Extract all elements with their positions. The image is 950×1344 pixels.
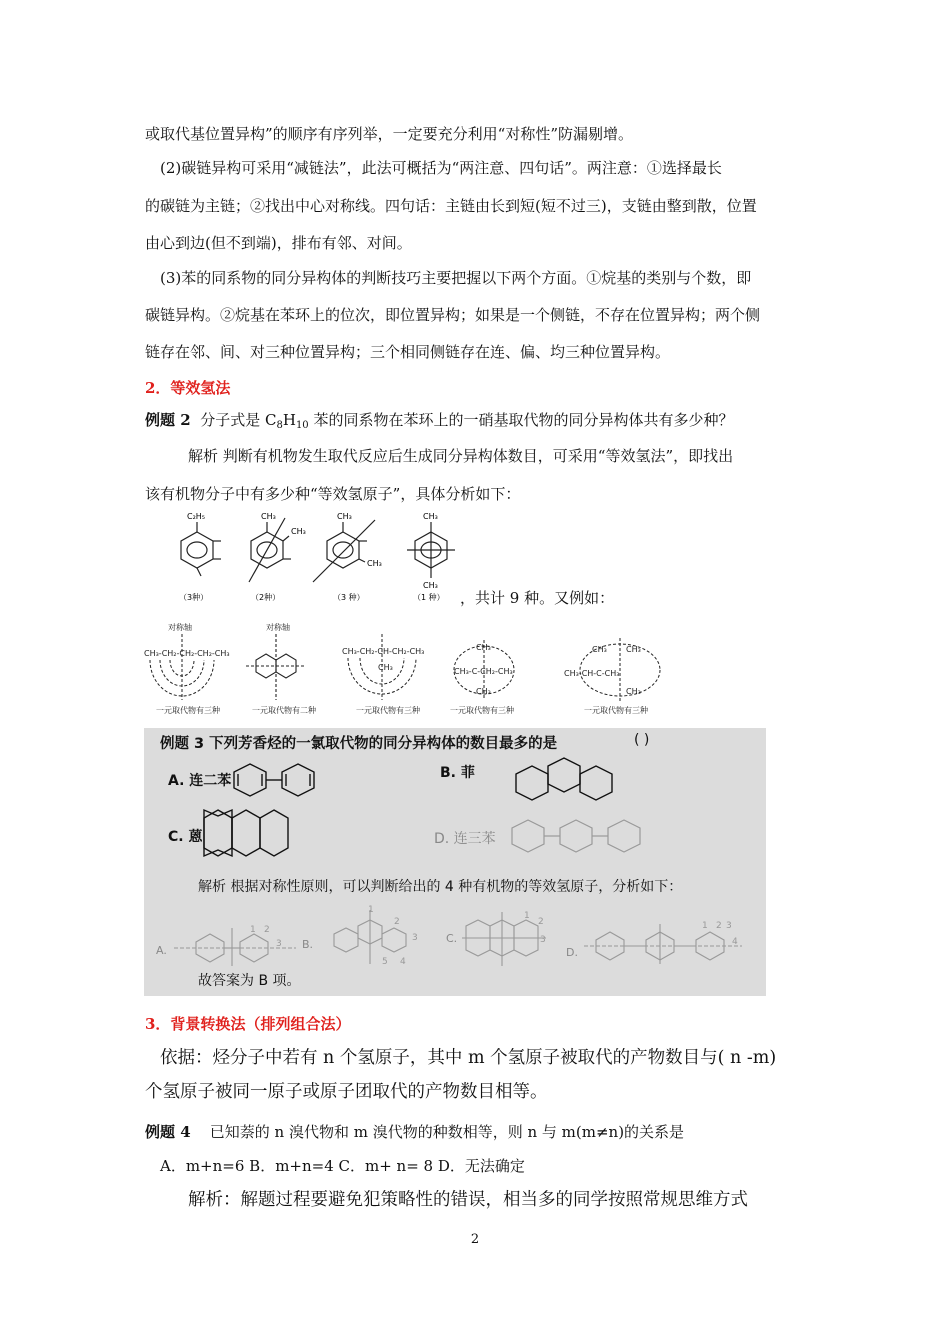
biphenyl-analysis bbox=[172, 924, 302, 968]
meta-xylene-structure bbox=[313, 520, 375, 582]
caption-b: 一元取代物有二种 bbox=[252, 706, 316, 715]
caption-1: （3种） bbox=[179, 593, 209, 602]
methyl-label-4: CH₃ bbox=[367, 559, 382, 568]
ortho-xylene-structure bbox=[249, 518, 291, 582]
tmb-ch3-top-right: CH₃ bbox=[626, 645, 641, 654]
section-heading-2: 2．等效氢法 bbox=[145, 379, 231, 397]
pentane-arcs bbox=[150, 634, 214, 700]
option-d-label: D. 连三苯 bbox=[434, 831, 496, 847]
svg-text:2: 2 bbox=[716, 921, 722, 931]
svg-text:3: 3 bbox=[726, 921, 732, 931]
option-a-label: A. 连二苯 bbox=[168, 773, 232, 789]
example-4-label: 例题 4 bbox=[145, 1123, 191, 1141]
option-b-label: B. 菲 bbox=[440, 765, 475, 781]
neopentane-ch3-left: CH₃-C-CH₂-CH₃ bbox=[454, 667, 513, 676]
example-4 bbox=[145, 1122, 815, 1142]
svg-text:3: 3 bbox=[276, 939, 282, 949]
isopentane-branch: CH₃ bbox=[378, 663, 393, 672]
example-2-label: 例题 2 bbox=[145, 411, 191, 429]
paragraph-2-line-1: (2)碳链异构可采用“减链法”，此法可概括为“两注意、四句话”。两注意：①选择最长 bbox=[160, 159, 722, 177]
pentane-chain: CH₃-CH₂-CH₂-CH₂-CH₃ bbox=[144, 649, 230, 658]
svg-text:4: 4 bbox=[400, 957, 406, 967]
naphthalene-structure bbox=[246, 634, 306, 700]
fig1-tail-text: ，共计 9 种。又例如： bbox=[460, 589, 615, 607]
caption-a: 一元取代物有三种 bbox=[156, 706, 220, 715]
methyl-label-1: CH₃ bbox=[261, 512, 276, 521]
example-3-question: 例题 3 下列芳香烃的一氯取代物的同分异构体的数目最多的是 bbox=[160, 736, 558, 752]
caption-c: 一元取代物有三种 bbox=[356, 706, 420, 715]
example-4-options: A．m+n=6 B．m+n=4 C．m+ n= 8 D．无法确定 bbox=[160, 1157, 525, 1175]
page-number: 2 bbox=[470, 1232, 480, 1247]
basis-line-1: 依据：烃分子中若有 n 个氢原子，其中 m 个氢原子被取代的产物数目与( n -m) bbox=[160, 1048, 777, 1068]
analysis-b-label: B. bbox=[302, 938, 314, 951]
svg-text:3: 3 bbox=[540, 935, 546, 945]
svg-text:2: 2 bbox=[538, 917, 544, 927]
para-xylene-structure bbox=[407, 522, 455, 578]
isopentane-chain: CH₃-CH₂-CH-CH₂-CH₃ bbox=[342, 647, 425, 656]
methyl-label-3: CH₃ bbox=[337, 512, 352, 521]
basis-line-2: 个氢原子被同一原子或原子团取代的产物数目相等。 bbox=[145, 1082, 548, 1102]
caption-2: （2种） bbox=[251, 593, 281, 602]
caption-d: 一元取代物有三种 bbox=[450, 706, 514, 715]
anthracene-structure bbox=[202, 806, 292, 860]
svg-text:1: 1 bbox=[702, 921, 708, 931]
svg-text:1: 1 bbox=[368, 905, 374, 915]
analysis-c-label: C. bbox=[446, 932, 458, 945]
svg-text:3: 3 bbox=[412, 933, 418, 943]
terphenyl-structure bbox=[506, 816, 666, 856]
paragraph-2-line-2: 的碳链为主链；②找出中心对称线。四句话：主链由长到短(短不过三)，支链由整到散，位置 bbox=[145, 197, 757, 215]
example-4-text: 已知萘的 n 溴代物和 m 溴代物的种数相等，则 n 与 m(m≠n)的关系是 bbox=[209, 1123, 685, 1141]
benzene-derivatives-figure bbox=[165, 508, 465, 608]
example-2-text: 分子式是 $C_8H_{10}$ 苯的同系物在苯环上的一硝基取代物的同分异构体共有多少种？ bbox=[200, 411, 734, 431]
caption-4: （1 种） bbox=[413, 593, 445, 602]
tmb-ch3-top-left: CH₃ bbox=[592, 645, 607, 654]
example-3-analysis: 解析 根据对称性原则，可以判断给出的 4 种有机物的等效氢原子，分析如下： bbox=[198, 879, 683, 895]
axis-label-2: 对称轴 bbox=[266, 623, 290, 632]
example-2 bbox=[145, 410, 815, 436]
svg-text:4: 4 bbox=[732, 937, 738, 947]
ethyl-label: C₂H₅ bbox=[187, 512, 206, 521]
analysis-a-label: A. bbox=[156, 944, 167, 957]
neopentane-ch3-bottom: CH₃ bbox=[476, 687, 491, 696]
section-heading-3: 3．背景转换法（排列组合法） bbox=[145, 1015, 351, 1033]
example-3-panel bbox=[144, 728, 766, 996]
caption-3: （3 种） bbox=[333, 593, 365, 602]
ethylbenzene-structure bbox=[181, 522, 221, 576]
analysis-2-line-2: 该有机物分子中有多少种“等效氢原子”，具体分析如下： bbox=[145, 485, 521, 503]
methyl-label-2: CH₃ bbox=[291, 527, 306, 536]
tmb-ch3-bottom: CH₃ bbox=[626, 687, 641, 696]
paragraph-3-line-1: (3)苯的同系物的同分异构体的判断技巧主要把握以下两个方面。①烷基的类别与个数，即 bbox=[160, 269, 752, 287]
phenanthrene-analysis bbox=[316, 904, 426, 970]
option-c-label: C. 蒽 bbox=[168, 829, 203, 845]
axis-label-1: 对称轴 bbox=[168, 623, 192, 632]
methyl-label-6: CH₃ bbox=[423, 581, 438, 590]
analysis-4: 解析：解题过程要避免犯策略性的错误，相当多的同学按照常规思维方式 bbox=[188, 1190, 748, 1210]
paragraph-3-line-2: 碳链异构。②烷基在苯环上的位次，即位置异构；如果是一个侧链，不存在位置异构；两个侧 bbox=[145, 306, 761, 324]
paragraph-1: 或取代基位置异构”的顺序有序列举，一定要充分利用“对称性”防漏剔增。 bbox=[145, 125, 634, 143]
svg-text:2: 2 bbox=[264, 925, 270, 935]
svg-text:5: 5 bbox=[382, 957, 388, 967]
paragraph-2-line-3: 由心到边(但不到端)，排布有邻、对间。 bbox=[145, 234, 412, 252]
example-3-answer: 故答案为 B 项。 bbox=[198, 973, 301, 989]
caption-e: 一元取代物有三种 bbox=[584, 706, 648, 715]
biphenyl-structure bbox=[224, 760, 344, 800]
svg-text:2: 2 bbox=[394, 917, 400, 927]
paragraph-3-line-3: 链存在邻、间、对三种位置异构；三个相同侧链存在连、偏、均三种位置异构。 bbox=[145, 343, 671, 361]
analysis-2-line-1: 解析 判断有机物发生取代反应后生成同分异构体数目，可采用“等效氢法”，即找出 bbox=[188, 447, 734, 465]
svg-text:1: 1 bbox=[524, 911, 530, 921]
isopentane-arcs bbox=[348, 634, 416, 700]
phenanthrene-structure bbox=[494, 754, 634, 804]
analysis-d-label: D. bbox=[566, 946, 578, 959]
methyl-label-5: CH₃ bbox=[423, 512, 438, 521]
anthracene-analysis bbox=[462, 910, 552, 970]
example-3-parentheses: ( ) bbox=[634, 732, 650, 748]
terphenyl-analysis bbox=[582, 918, 752, 964]
tmb-chain: CH₃-CH-C-CH₃ bbox=[564, 669, 620, 678]
svg-text:1: 1 bbox=[250, 925, 256, 935]
neopentane-ch3-top: CH₃ bbox=[476, 643, 491, 652]
symmetry-axis-figure bbox=[142, 618, 672, 720]
